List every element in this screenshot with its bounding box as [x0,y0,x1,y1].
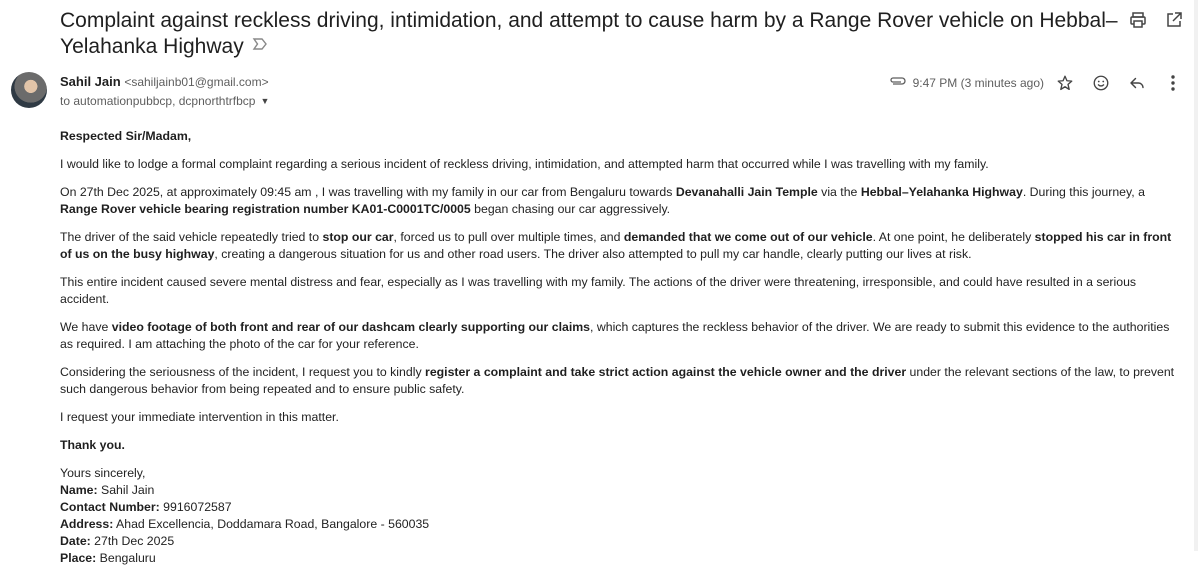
message-meta [889,75,1044,90]
sig-name-label: Name: [60,483,98,497]
top-actions [1128,10,1184,30]
p3-text-a: The driver of the said vehicle repeatedly tried to [60,230,323,244]
paragraph-1: I would like to lodge a formal complaint regarding a serious incident of reckless driving, intimidation, and attempted harm that occurred while I was travelling with my family. [60,157,989,171]
star-icon[interactable] [1054,72,1076,94]
thanks [60,437,1185,454]
p6-text-c: under the relevant sections of the law, to prevent such dangerous behavior from being repeated and to ensure public safety. [60,365,1175,396]
open-in-new-window-icon[interactable] [1164,10,1184,30]
paragraph-2 [60,184,1185,218]
paragraph-7: I request your immediate intervention in this matter. [60,410,339,424]
sender-name[interactable]: Sahil Jain [60,74,121,89]
more-vertical-icon[interactable] [1162,72,1184,94]
sig-place-value: Bengaluru [96,551,156,565]
p2-text-c: via the [817,185,861,199]
email-body [60,128,1185,567]
sig-name [60,482,1185,499]
p2-text-e: began chasing our car aggressively. [470,202,671,216]
paragraph-4: This entire incident caused severe mental distress and fear, especially as I was travelling with my family. The actions of the driver were threatening, irresponsible, and could have resulted in a serious accident. [60,275,1137,306]
p3-bold-1: stop our car [322,230,394,244]
p3-text-c: , forced us to pull over multiple times, and [393,230,624,244]
sig-contact-label: Contact Number: [60,500,160,514]
p5-text-a: We have [60,320,112,334]
paperclip-icon [889,75,907,90]
sig-contact-value: 9916072587 [159,500,232,514]
signature [60,465,1185,567]
sender-info [60,74,269,89]
p3-text-e: , creating a dangerous situation for us and other road users. The driver also attempted to pull my car handle, clearly putting our lives at risk. [214,247,972,261]
print-icon[interactable] [1128,10,1148,30]
p2-bold-1: Devanahalli Jain Temple [675,185,818,199]
message-actions [1054,72,1184,94]
scrollbar[interactable] [1194,0,1198,551]
sig-address-label: Address: [60,517,114,531]
sig-place [60,550,1185,567]
p2-bold-3: Range Rover vehicle bearing registration number KA01-C0001TC/0005 [60,202,471,216]
thanks-text: Thank you. [60,438,125,452]
p2-text-d: . During this journey, a [1022,185,1145,199]
sig-place-label: Place: [60,551,97,565]
sender-avatar[interactable] [11,72,47,108]
p3-bold-2: demanded that we come out of our vehicle [623,230,873,244]
p2-bold-2: Hebbal–Yelahanka Highway [860,185,1023,199]
sig-address [60,516,1185,533]
sig-closing: Yours sincerely, [60,466,146,480]
subject-row [60,8,1130,60]
email-subject [60,8,1130,60]
p5-text-c: , which captures the reckless behavior of the driver. We are ready to submit this evidence to the authorities as required. I am attaching the photo of the car for your reference. [60,320,1170,351]
recipients-text: to automationpubbcp, dcpnorthtrfbcp [60,94,256,108]
label-icon[interactable] [252,34,268,60]
p3-bold-3: stopped his car in front of us on the busy highway [60,230,1172,261]
sender-email: <sahiljainb01@gmail.com> [124,75,269,89]
paragraph-6 [60,364,1185,398]
emoji-react-icon[interactable] [1090,72,1112,94]
p6-text-a: Considering the seriousness of the incident, I request you to kindly [60,365,426,379]
greeting-text: Respected Sir/Madam, [60,129,192,143]
p3-text-d: . At one point, he deliberately [872,230,1035,244]
p2-text-a: On 27th Dec 2025, at approximately 09:45 am , I was travelling with my family in our car from Bengaluru towards [60,185,676,199]
greeting [60,128,1185,145]
sig-name-value: Sahil Jain [97,483,155,497]
paragraph-3 [60,229,1185,263]
reply-icon[interactable] [1126,72,1148,94]
sig-address-value: Ahad Excellencia, Doddamara Road, Bangalore - 560035 [113,517,430,531]
sig-date [60,533,1185,550]
paragraph-5 [60,319,1185,353]
sig-date-value: 27th Dec 2025 [90,534,175,548]
message-time: 9:47 PM (3 minutes ago) [912,75,1044,90]
sig-contact [60,499,1185,516]
subject-text: Complaint against reckless driving, intimidation, and attempt to cause harm by a Range Rover vehicle on Hebbal–Yelahanka Highway [60,9,1118,58]
p5-bold-1: video footage of both front and rear of our dashcam clearly supporting our claims [111,320,591,334]
sig-date-label: Date: [60,534,91,548]
recipients [60,94,269,108]
p6-bold-1: register a complaint and take strict action against the vehicle owner and the driver [425,365,907,379]
show-details-caret-icon[interactable]: ▼ [260,96,270,106]
